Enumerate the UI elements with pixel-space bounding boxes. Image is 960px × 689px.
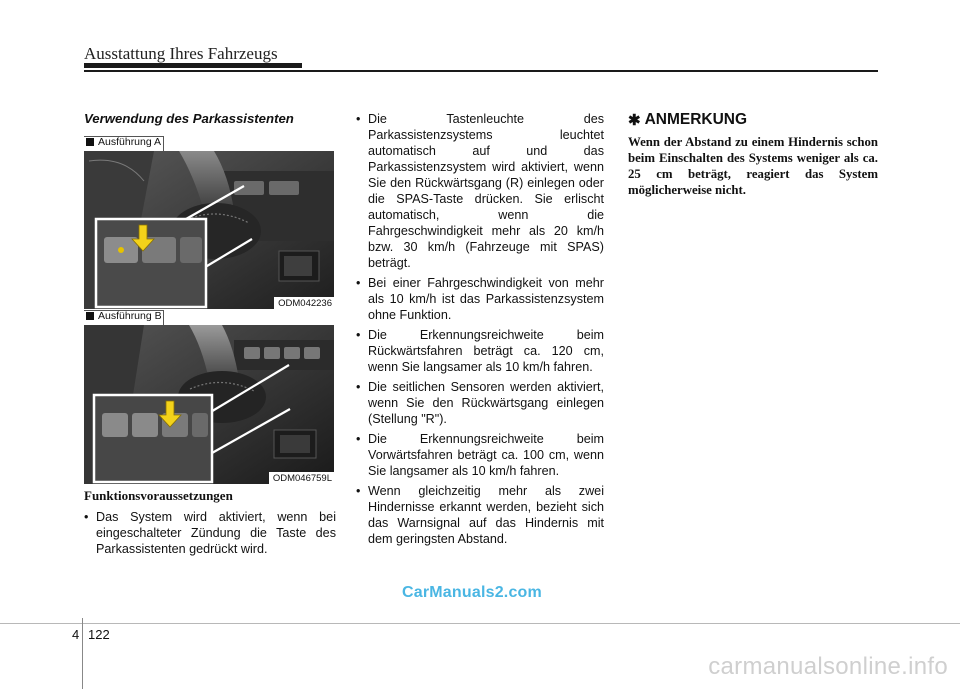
prerequisites-heading: Funktionsvoraussetzungen [84, 488, 233, 503]
note-heading-text: ANMERKUNG [644, 111, 748, 128]
page-header-title: Ausstattung Ihres Fahrzeugs [84, 44, 278, 63]
square-bullet-icon [86, 138, 94, 146]
header-rule [84, 70, 878, 72]
list-item: • Wenn gleichzeitig mehr als zwei Hindernisse erkannt werden, bezieht sich das Warnsignal auf das Hindernis mit dem geringsten Abstand. [356, 483, 604, 547]
figure-a-photo [84, 151, 334, 309]
gear-console-b-illustration [84, 325, 334, 484]
figure-a-code: ODM042236 [274, 297, 334, 309]
list-item: • Die Tastenleuchte des Parkassistenzsystems leuchtet automatisch auf und das Parkassistenzsystem wird aktiviert, wenn Sie den Rückwärtsgang (R) einlegen oder die SPAS-Taste drücken. Sie erlischt automatisch, wenn die Fahrgeschwindigkeit mehr als 20 km/h bzw. 30 km/h (Fahrzeuge mit SPAS) beträgt. [356, 111, 604, 271]
footer-site-watermark: carmanualsonline.info [708, 653, 948, 680]
asterisk-icon: ✱ [628, 112, 641, 129]
gear-console-a-illustration [84, 151, 334, 309]
conditions-list [356, 111, 604, 547]
section-heading: Verwendung des Parkassistenten [84, 111, 294, 126]
conditions-section [356, 111, 604, 551]
list-item: • Die seitlichen Sensoren werden aktiviert, wenn Sie den Rückwärtsgang einlegen (Stellung "R"). [356, 379, 604, 427]
header-underline [84, 63, 302, 68]
list-item: • Die Erkennungsreichweite beim Vorwärtsfahren beträgt ca. 100 cm, wenn Sie langsamer als 10 km/h fahren. [356, 431, 604, 479]
figure-b-code: ODM046759L [269, 472, 334, 484]
footer-divider [82, 618, 83, 689]
variant-a-label [84, 134, 161, 149]
list-item: • Die Erkennungsreichweite beim Rückwärtsfahren beträgt ca. 120 cm, wenn Sie langsamer als 10 km/h fahren. [356, 327, 604, 375]
variant-b-label-text: Ausführung B [98, 309, 162, 322]
note-section [628, 111, 878, 198]
prerequisites-list [84, 509, 336, 557]
variant-a-label-text: Ausführung A [98, 135, 162, 148]
chapter-number: 4 [72, 627, 80, 642]
watermark-link[interactable]: CarManuals2.com [402, 584, 542, 601]
list-item: • Bei einer Fahrgeschwindigkeit von mehr als 10 km/h ist das Parkassistenzsystem ohne Funktion. [356, 275, 604, 323]
page-number: 122 [88, 627, 110, 642]
note-heading [628, 111, 878, 129]
figure-b-photo [84, 325, 334, 484]
prerequisites-section [84, 488, 336, 561]
footer-rule [0, 623, 960, 624]
variant-b-label [84, 308, 162, 323]
note-body: Wenn der Abstand zu einem Hindernis schon beim Einschalten des Systems weniger als ca. 25 cm beträgt, reagiert das System möglicherweise nicht. [628, 135, 878, 197]
list-item: • Das System wird aktiviert, wenn bei eingeschalteter Zündung die Taste des Parkassistenten gedrückt wird. [84, 509, 336, 557]
square-bullet-icon [86, 312, 94, 320]
